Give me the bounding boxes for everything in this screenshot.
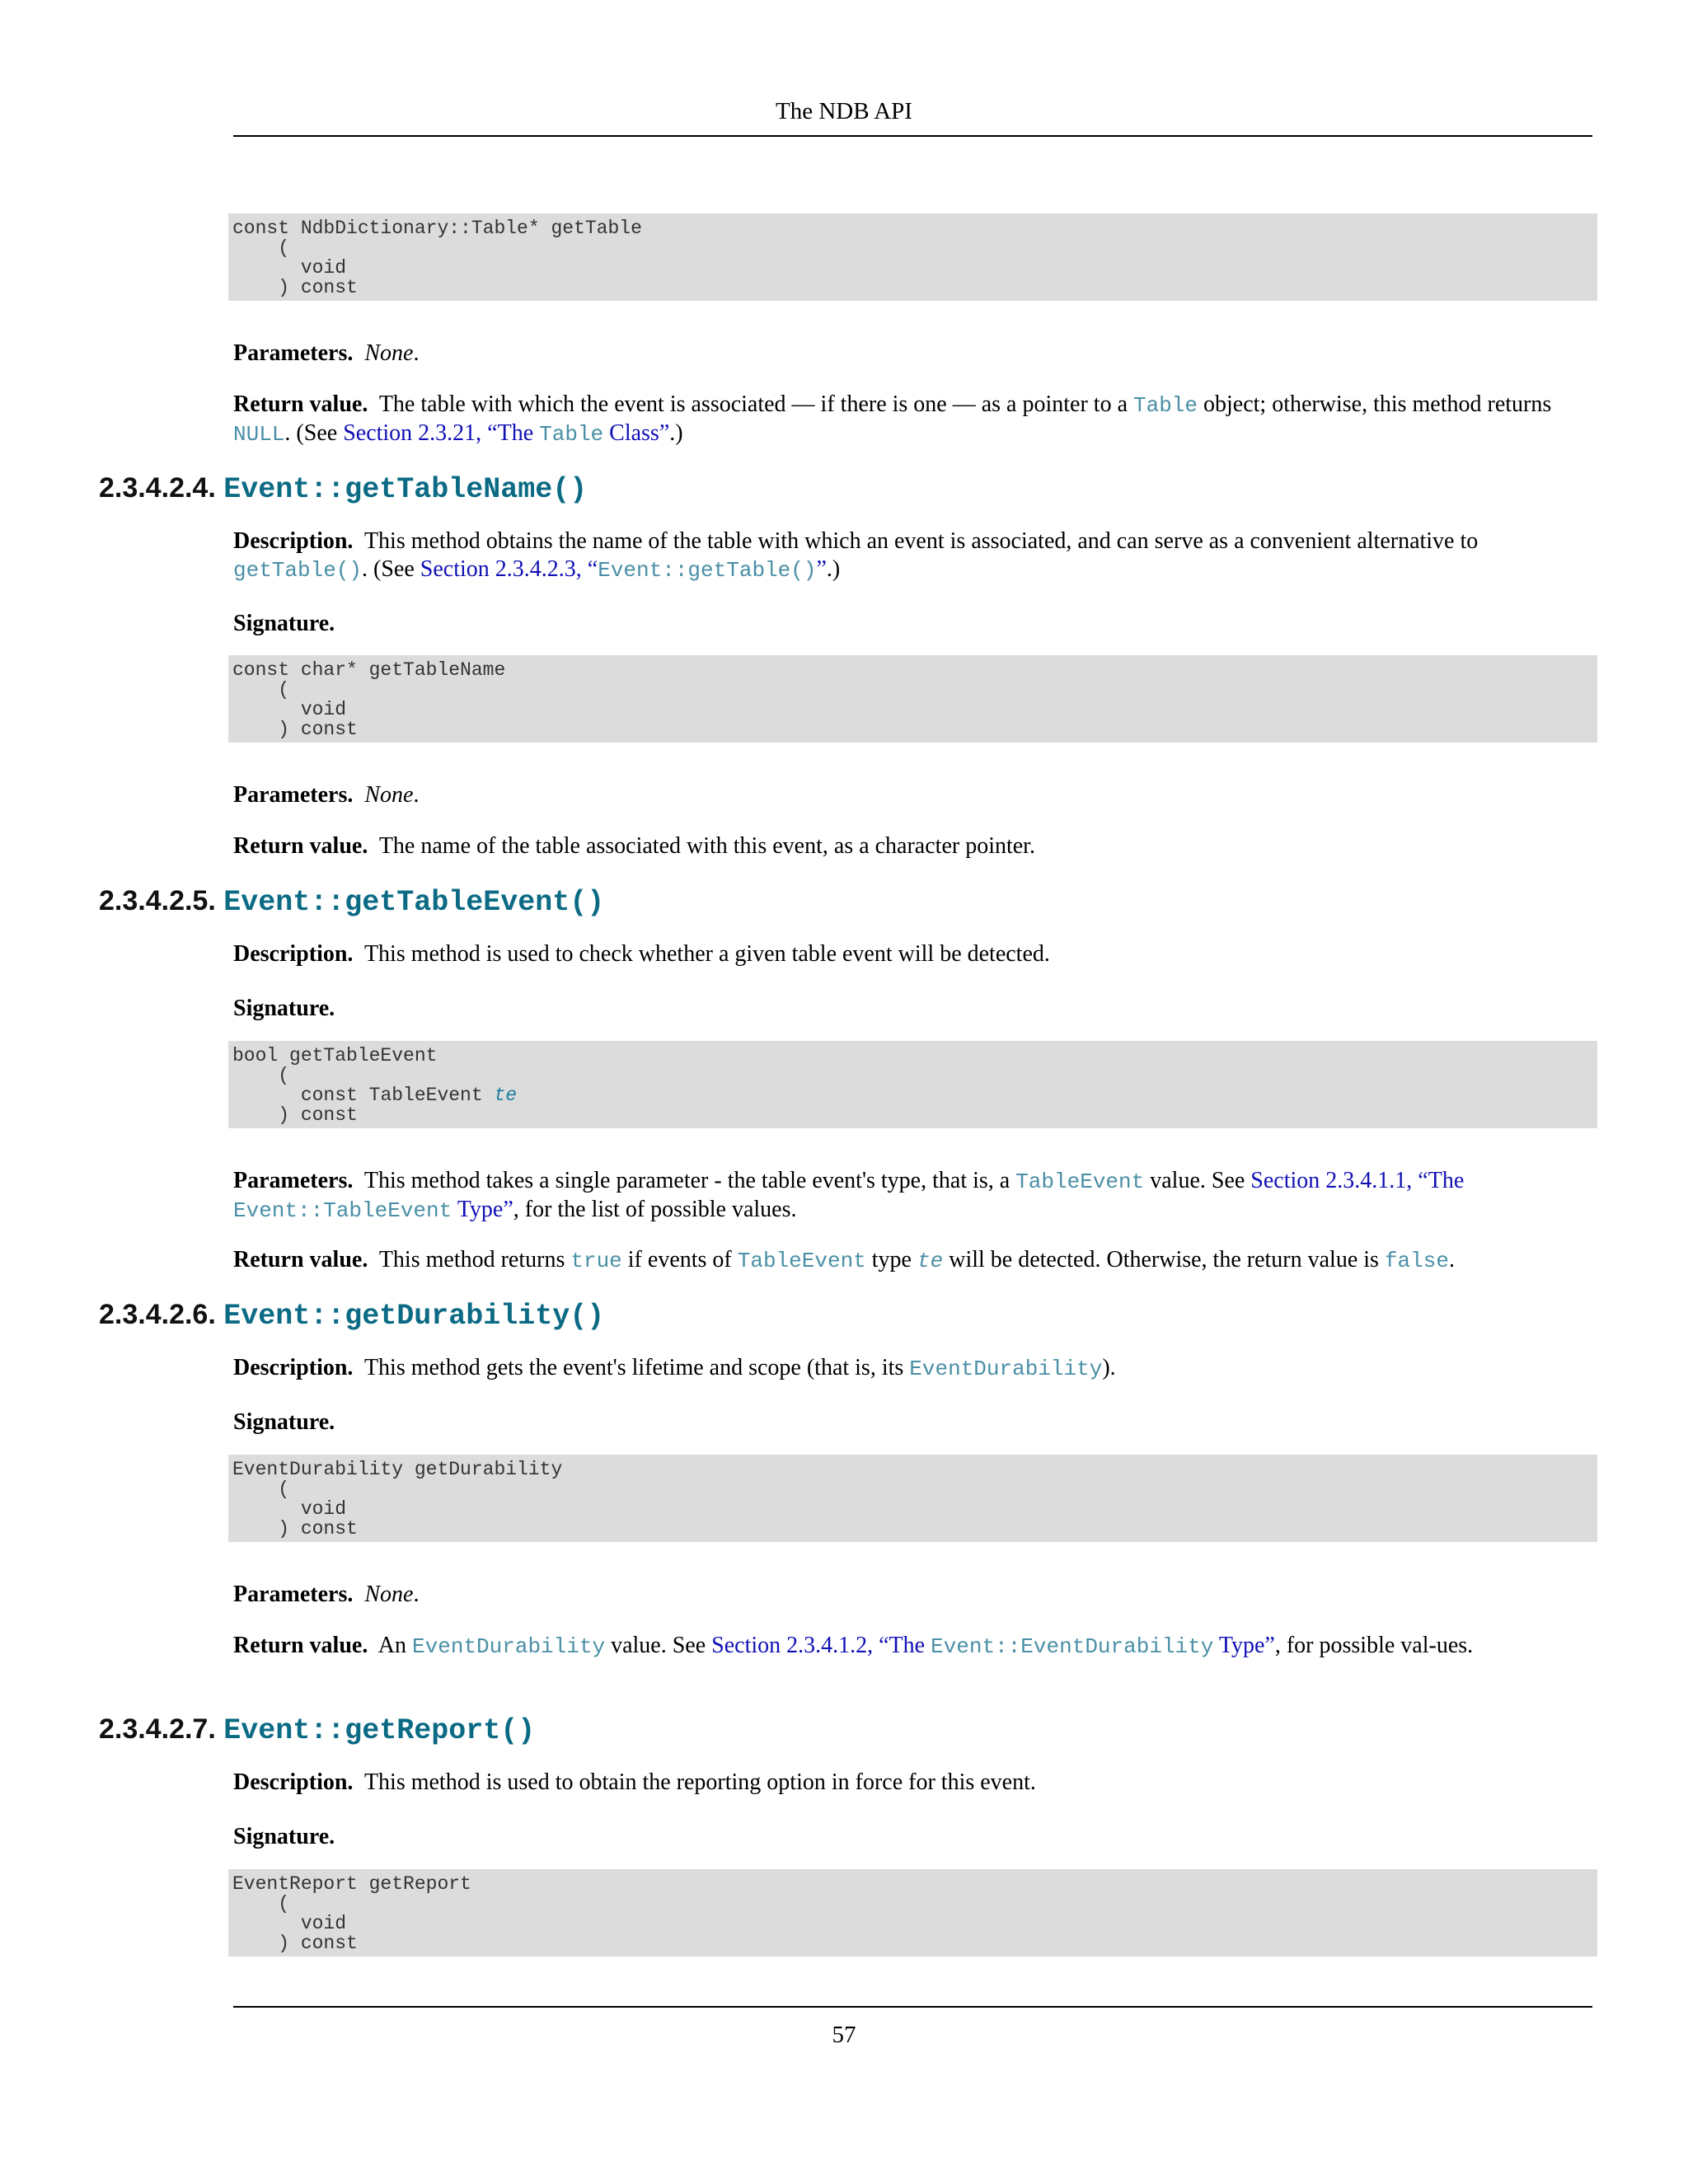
get-durability-description: Description. This method gets the event's lifetime and scope (that is, its EventDurability). [233,1355,1116,1381]
page-number: 57 [832,2022,856,2048]
get-report-signature-label: Signature. [233,1824,335,1849]
link-table-event-type[interactable]: Section 2.3.4.1.1, “The Event::TableEvent Type” [233,1168,1465,1223]
get-durability-signature-label: Signature. [233,1409,335,1435]
code-block-get-table-name: const char* getTableName ( void ) const [228,655,1597,743]
get-table-event-return-value: Return value. This method returns true if events of TableEvent type te will be detected. Otherwise, the return value is false. [233,1247,1455,1273]
section-heading-get-report: 2.3.4.2.7. Event::getReport() [99,1713,536,1747]
get-table-name-description: Description. This method obtains the name of the table with which an event is associated, and can serve as a convenient alternative to getTable(). (See Section 2.3.4.2.3, “Event::getTable()”.) [233,528,1479,583]
code-block-get-table-event: bool getTableEvent ( const TableEvent te ) const [228,1041,1597,1128]
section-heading-get-table-name: 2.3.4.2.4. Event::getTableName() [99,472,588,506]
code-block-get-durability: EventDurability getDurability ( void ) const [228,1455,1597,1542]
get-table-name-return-value: Return value. The name of the table associated with this event, as a character pointer. [233,833,1035,859]
footer-rule [233,2006,1592,2008]
get-table-event-signature-label: Signature. [233,996,335,1021]
get-table-parameters: Parameters. None. [233,340,420,366]
get-report-description: Description. This method is used to obtain the reporting option in force for this event. [233,1769,1036,1795]
code-block-get-report: EventReport getReport ( void ) const [228,1869,1597,1957]
code-block-get-table: const NdbDictionary::Table* getTable ( void ) const [228,213,1597,301]
get-durability-return-value: Return value. An EventDurability value. See Section 2.3.4.1.2, “The Event::EventDurability Type”, for possible val-ues. [233,1633,1474,1659]
get-table-name-parameters: Parameters. None. [233,782,420,808]
get-table-return-value: Return value. The table with which the event is associated — if there is one — as a pointer to a Table object; otherwise, this method returns NULL. (See Section 2.3.21, “The Table Class”.) [233,391,1552,447]
get-table-name-signature-label: Signature. [233,611,335,636]
section-heading-get-table-event: 2.3.4.2.5. Event::getTableEvent() [99,885,605,919]
get-table-event-description: Description. This method is used to check whether a given table event will be detected. [233,941,1050,967]
header-rule [233,135,1592,137]
header-title: The NDB API [776,98,912,124]
get-table-event-parameters: Parameters. This method takes a single parameter - the table event's type, that is, a TableEvent value. See Section 2.3.4.1.1, “The Event::TableEvent Type”, for the list of possible values. [233,1168,1465,1223]
link-event-durability-type[interactable]: Section 2.3.4.1.2, “The Event::EventDurability Type” [711,1633,1275,1659]
link-table-class[interactable]: Section 2.3.21, “The Table Class” [343,420,670,447]
get-durability-parameters: Parameters. None. [233,1582,420,1607]
link-get-table[interactable]: Section 2.3.4.2.3, “Event::getTable()” [420,556,827,583]
section-heading-get-durability: 2.3.4.2.6. Event::getDurability() [99,1299,605,1333]
